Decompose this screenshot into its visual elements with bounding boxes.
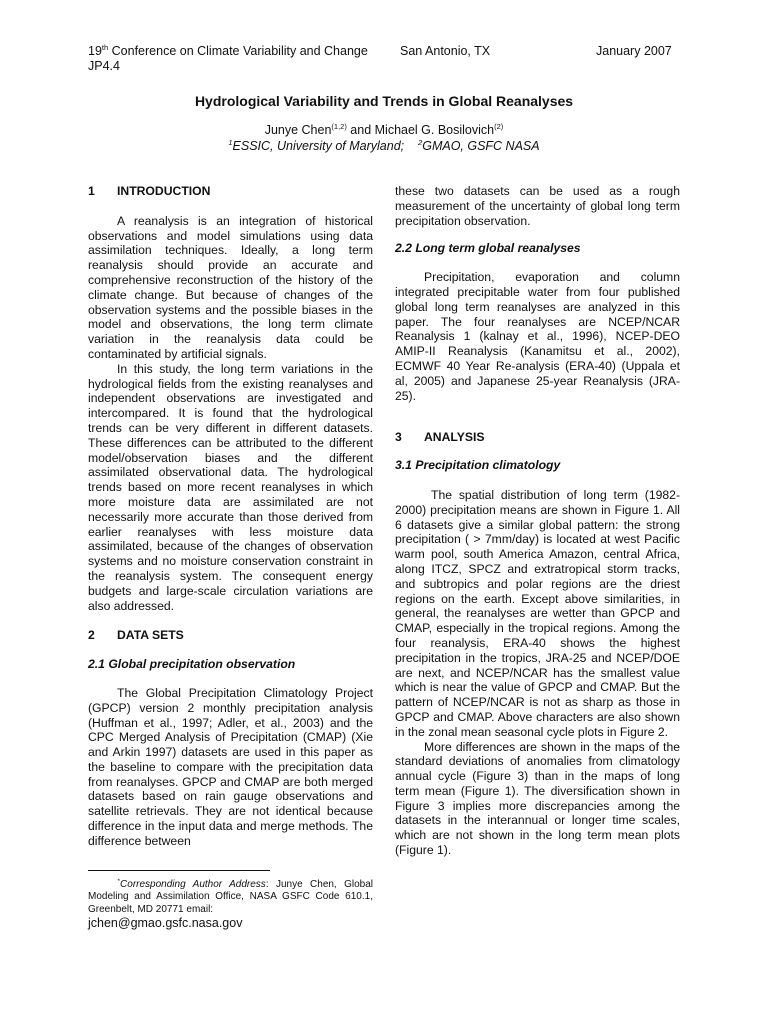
conference-number: 19 <box>88 44 102 58</box>
intro-paragraph-1: A reanalysis is an integration of historical observations and model simulations using data assimilation techniques. Ideally, a long term reanalysis should provide an accurate and comprehensive reconstruction of the history of the climate change. But because of changes of the observation systems and the possible biases in the model and observations, the long term climate variation in the reanalysis data could be contaminated by artificial signals. <box>88 213 373 361</box>
data-paragraph-1: The Global Precipitation Climatology Project (GPCP) version 2 monthly precipitation analysis (Huffman et al., 1997; Adler, et al., 2003) and the CPC Merged Analysis of Precipitation (CMAP) (Xie and Arkin 1997) datasets are used in this paper as the baseline to compare with the precipitation data from reanalyses. GPCP and CMAP are both merged datasets based on rain gauge observations and satellite retrievals. They are not identical because difference in the input data and merge methods. The difference between <box>88 685 373 848</box>
conference-name <box>88 44 368 59</box>
affiliation-line <box>0 139 768 154</box>
footnote <box>88 879 373 916</box>
footnote-rule <box>88 870 270 871</box>
paper-title: Hydrological Variability and Trends in Global Reanalyses <box>194 93 574 109</box>
intro-paragraph-2: In this study, the long term variations in the hydrological fields from the existing reanalyses and independent observations are investigated and intercompared. It is found that the hydrological trends can be very different in different datasets. These differences can be attributed to the different model/observation biases and the different assimilated observational data. The hydrological trends based on more recent reanalyses in which more moisture data are assimilated are not necessarily more accurate than those derived from earlier reanalyses with less moisture data assimilated, because of the changes of observation systems and no moisture conservation constraint in the reanalysis system. The consequent energy budgets and large-scale circulation variations are also addressed. <box>88 361 373 613</box>
subsection-heading-2-2: 2.2 Long term global reanalyses <box>395 241 581 256</box>
continued-paragraph: these two datasets can be used as a rough measurement of the uncertainty of global long term precipitation observation. <box>395 184 680 228</box>
footnote-label: Corresponding Author Address <box>120 879 266 890</box>
section-title: INTRODUCTION <box>117 184 211 198</box>
affil-1: ESSIC, University of Maryland; <box>232 139 405 153</box>
author-2: and Michael G. Bosilovich <box>346 123 495 137</box>
author-line <box>0 123 768 138</box>
right-column <box>395 184 680 858</box>
section-heading-introduction <box>88 184 373 199</box>
conference-date: January 2007 <box>596 44 672 58</box>
reanalyses-paragraph: Precipitation, evaporation and column integrated precipitable water from four published global long term reanalyses are analyzed in this paper. The four reanalyses are NCEP/NCAR Reanalysis 1 (kalnay et al., 1996), NCEP-DEO AMIP-II Reanalysis (Kanamitsu et al., 2002), ECMWF 40 Year Re-analysis (ERA-40) (Uppala et al, 2005) and Japanese 25-year Reanalysis (JRA-25). <box>395 270 680 403</box>
subsection-heading-3-1: 3.1 Precipitation climatology <box>395 458 561 473</box>
conference-location: San Antonio, TX <box>400 44 491 58</box>
section-heading-data-sets <box>88 628 373 643</box>
section-title: ANALYSIS <box>424 430 485 445</box>
section-number: 3 <box>395 430 402 445</box>
author-2-affil-mark: (2) <box>494 122 504 131</box>
section-heading-analysis <box>395 430 680 445</box>
subsection-heading-2-1: 2.1 Global precipitation observation <box>88 657 296 672</box>
section-number: 2 <box>88 628 95 643</box>
section-title: DATA SETS <box>117 628 184 643</box>
author-1-affil-mark: (1,2) <box>331 122 347 131</box>
climatology-paragraph-1: The spatial distribution of long term (1982-2000) precipitation means are shown in Figure 1. All 6 datasets give a similar global pattern: the strong precipitation ( > 7mm/day) is located at west Pacific warm pool, south America Amazon, central Africa, along ITCZ, SPCZ and extratropical storm tracks, and subtropics and polar regions are the driest regions on the earth. Except above similarities, in general, the reanalyses are wetter than GPCP and CMAP, especially in the tropical regions. Among the four reanalysis, ERA-40 shows the highest precipitation in the tropics, JRA-25 and NCEP/DOE are next, and NCEP/NCAR has the smallest value which is near the value of GPCP and CMAP. But the pattern of NCEP/NCAR is not as sharp as those in GPCP and CMAP. Above characters are also shown in the zonal mean seasonal cycle plots in Figure 2. <box>395 487 680 739</box>
paper-id: JP4.4 <box>88 59 120 73</box>
affil-1-mark: 1 <box>228 138 233 147</box>
affil-2: GMAO, GSFC NASA <box>422 139 540 153</box>
conference-title: Conference on Climate Variability and Change <box>108 44 368 58</box>
affil-2-mark: 2 <box>418 138 423 147</box>
climatology-paragraph-2: More differences are shown in the maps of the standard deviations of anomalies from climatology annual cycle (Figure 3) than in the maps of long term mean (Figure 1). The diversification shown in Figure 3 implies more discrepancies among the datasets in the interannual or longer time scales, which are not shown in the long term mean plots (Figure 1). <box>395 739 680 858</box>
conference-number-suffix: th <box>101 43 109 52</box>
left-column <box>88 184 373 849</box>
section-number: 1 <box>88 184 95 198</box>
author-1: Junye Chen <box>264 123 332 137</box>
author-email-link[interactable]: jchen@gmao.gsfc.nasa.gov <box>88 916 243 930</box>
footnote-text: : Junye Chen, Global Modeling and Assimilation Office, NASA GSFC Code 610.1, Greenbelt, MD 20771 email: <box>88 879 373 915</box>
footnote-mark: * <box>117 878 121 885</box>
